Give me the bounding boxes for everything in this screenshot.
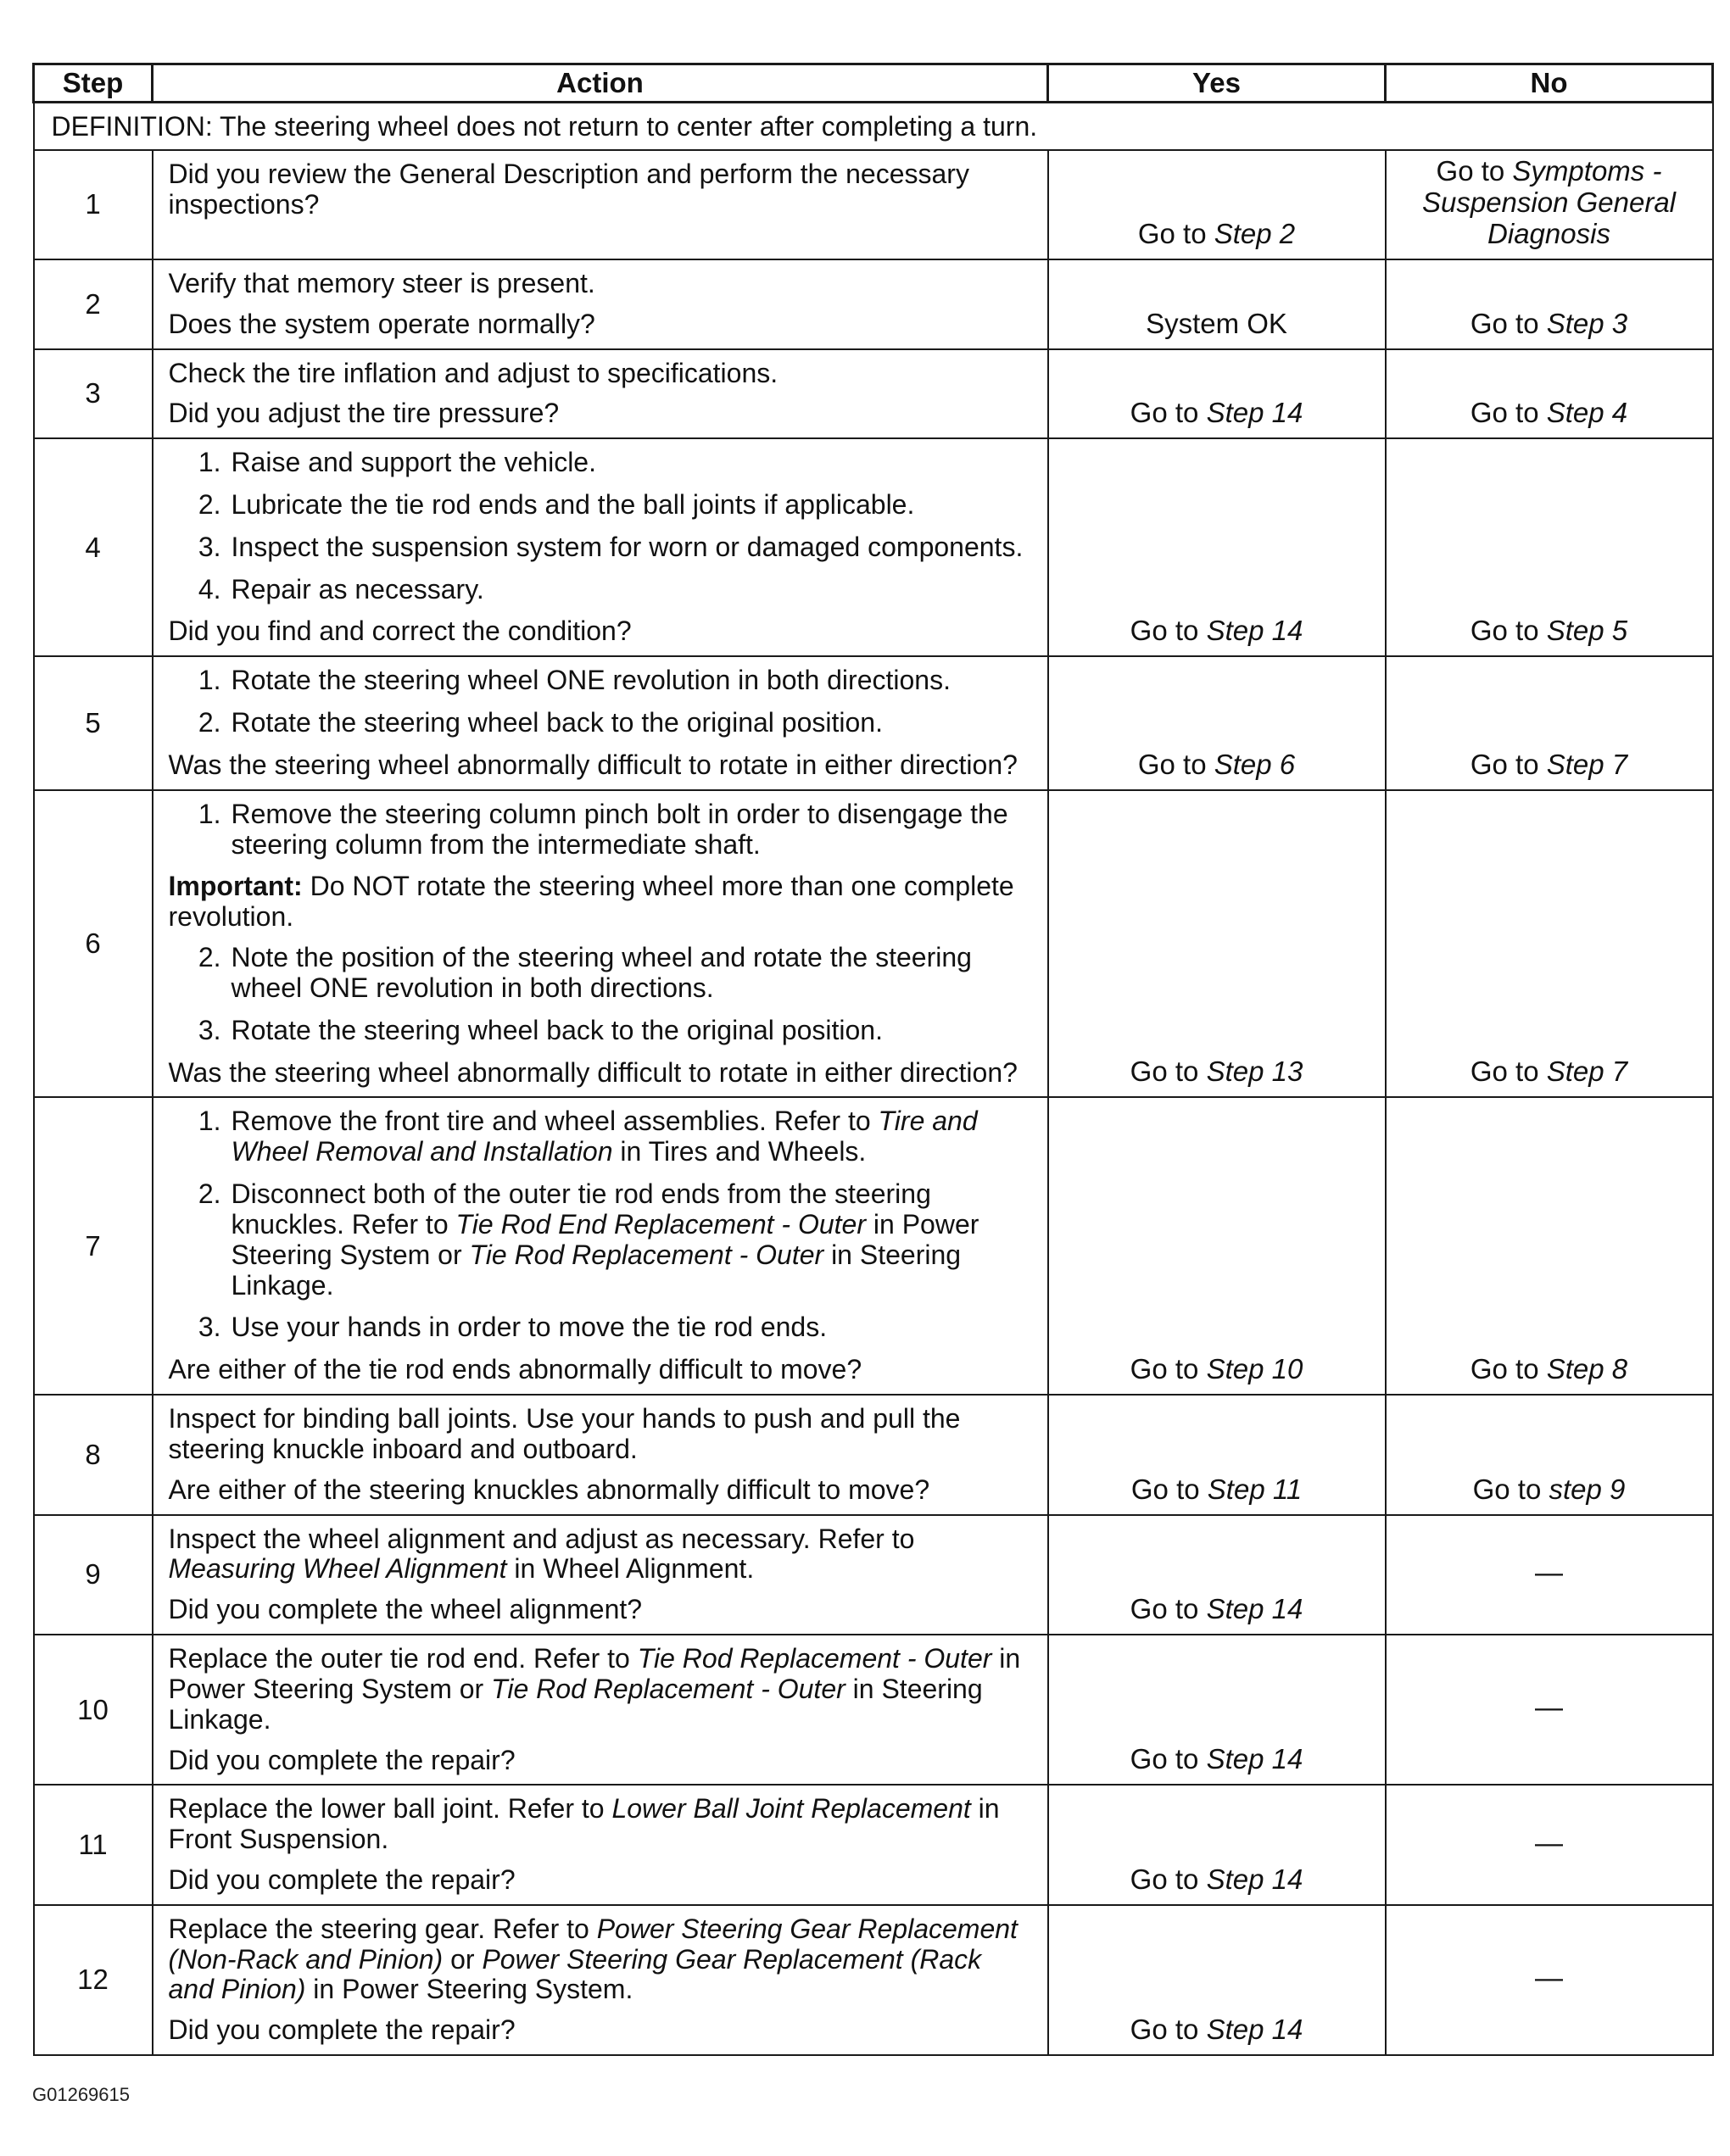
text-run: Go to <box>1130 615 1207 647</box>
no-result <box>1386 1395 1713 1514</box>
text-run: Remove the steering column pinch bolt in order to disengage the steering column from the intermediate shaft. <box>231 798 1008 860</box>
no-result <box>1386 1515 1713 1635</box>
yes-result <box>1048 1395 1386 1514</box>
action-question <box>169 1355 1032 1385</box>
text-run: Disconnect both of the outer tie rod ends from the steering knuckles. Refer to <box>231 1178 931 1240</box>
action-list-item <box>169 532 1032 563</box>
header-row <box>34 64 1713 103</box>
action-question <box>169 1475 1032 1506</box>
action-cell <box>153 1515 1048 1635</box>
yes-result <box>1048 1515 1386 1635</box>
list-text <box>232 666 1032 696</box>
text-run: Go to <box>1436 155 1513 187</box>
reference-text: Step 2 <box>1214 217 1296 249</box>
step-row <box>34 1905 1713 2055</box>
text-run: Do NOT rotate the steering wheel more than one complete revolution. <box>168 871 1014 933</box>
text-run: Go to <box>1470 1056 1547 1088</box>
text-run: Did you complete the repair? <box>168 2014 516 2046</box>
reference-text: Tie Rod Replacement - Outer <box>491 1673 845 1704</box>
reference-text: Step 13 <box>1206 1056 1303 1088</box>
action-list-item <box>169 799 1032 861</box>
reference-text: Step 14 <box>1206 397 1303 429</box>
action-list-item <box>169 575 1032 605</box>
text-run: Did you review the General Description and perform the necessary inspections? <box>168 159 969 220</box>
reference-text: Step 14 <box>1206 2014 1303 2046</box>
header-action: Action <box>153 64 1048 103</box>
action-paragraph <box>169 1404 1032 1465</box>
text-run: Go to <box>1137 217 1214 249</box>
text-run: Was the steering wheel abnormally difficult to rotate in either direction? <box>168 749 1018 780</box>
list-number: 3. <box>198 531 221 562</box>
list-number: 3. <box>198 1312 221 1343</box>
text-run: Go to <box>1130 1473 1208 1505</box>
text-run: Go to <box>1470 1353 1547 1385</box>
text-run: Go to <box>1470 397 1547 429</box>
list-text <box>232 799 1032 861</box>
step-row <box>34 150 1713 259</box>
action-paragraph <box>169 159 1032 220</box>
reference-text: Tire and Wheel Removal and Installation <box>231 1106 978 1167</box>
yes-result <box>1048 790 1386 1098</box>
action-cell <box>153 1905 1048 2055</box>
reference-text: Step 7 <box>1546 1056 1628 1088</box>
action-paragraph <box>169 359 1032 389</box>
no-result <box>1386 1905 1713 2055</box>
no-result <box>1386 438 1713 656</box>
yes-result <box>1048 1635 1386 1785</box>
no-result <box>1386 656 1713 789</box>
step-row <box>34 1785 1713 1904</box>
text-run: Replace the steering gear. Refer to <box>168 1913 597 1944</box>
text-run: Go to <box>1470 615 1547 647</box>
action-paragraph <box>169 1524 1032 1585</box>
step-number: 5 <box>34 656 153 789</box>
action-paragraph <box>169 1644 1032 1735</box>
no-result <box>1386 1785 1713 1904</box>
step-number: 9 <box>34 1515 153 1635</box>
list-text <box>232 575 1032 605</box>
header-yes: Yes <box>1048 64 1386 103</box>
text-run: Go to <box>1472 1473 1549 1505</box>
text-run: Replace the outer tie rod end. Refer to <box>168 1643 638 1674</box>
yes-result <box>1048 1785 1386 1904</box>
text-run: Raise and support the vehicle. <box>231 447 596 478</box>
step-number: 8 <box>34 1395 153 1514</box>
list-number: 2. <box>198 1178 221 1210</box>
text-run: Was the steering wheel abnormally difficult to rotate in either direction? <box>168 1056 1018 1088</box>
action-question <box>169 616 1032 647</box>
reference-text: Step 10 <box>1206 1353 1303 1385</box>
action-question <box>169 309 1032 340</box>
action-list-item <box>169 1312 1032 1343</box>
action-question <box>169 1746 1032 1776</box>
no-result <box>1386 259 1713 349</box>
list-number: 2. <box>198 707 221 738</box>
step-row <box>34 349 1713 439</box>
table-body <box>34 103 1713 2056</box>
yes-result <box>1048 438 1386 656</box>
text-run: Repair as necessary. <box>231 573 484 604</box>
action-cell <box>153 349 1048 439</box>
action-list-item <box>169 943 1032 1004</box>
action-cell <box>153 1395 1048 1514</box>
action-cell <box>153 259 1048 349</box>
no-result <box>1386 349 1713 439</box>
text-run: in Power Steering System. <box>305 1974 633 2005</box>
text-run: — <box>1535 1826 1563 1858</box>
list-number: 1. <box>198 798 221 829</box>
action-cell <box>153 1097 1048 1395</box>
step-number: 3 <box>34 349 153 439</box>
action-cell <box>153 790 1048 1098</box>
step-number: 12 <box>34 1905 153 2055</box>
action-paragraph <box>169 269 1032 299</box>
action-paragraph <box>169 1794 1032 1855</box>
figure-id: G01269615 <box>32 2084 130 2105</box>
reference-text: Step 14 <box>1206 1593 1303 1625</box>
step-row <box>34 1395 1713 1514</box>
text-run: — <box>1535 1691 1563 1724</box>
text-run: in Power Steering System or <box>168 1643 1021 1704</box>
reference-text: Power Steering Gear Replacement (Non-Rack and Pinion) <box>168 1913 1018 1975</box>
text-run: in Tires and Wheels. <box>612 1136 867 1167</box>
list-number: 1. <box>198 447 221 478</box>
text-run: Go to <box>1470 748 1547 780</box>
reference-text: Step 3 <box>1546 307 1628 339</box>
yes-result <box>1048 259 1386 349</box>
step-row <box>34 1097 1713 1395</box>
text-run: Did you adjust the tire pressure? <box>168 398 560 429</box>
step-row <box>34 438 1713 656</box>
text-run: Go to <box>1130 1353 1207 1385</box>
step-number: 1 <box>34 150 153 259</box>
reference-text: Step 14 <box>1206 1863 1303 1895</box>
text-run: Rotate the steering wheel ONE revolution in both directions. <box>231 665 951 696</box>
text-run: Inspect the wheel alignment and adjust as necessary. Refer to <box>168 1523 915 1554</box>
action-list-item <box>169 1179 1032 1301</box>
list-number: 1. <box>198 665 221 696</box>
reference-text: Step 14 <box>1206 615 1303 647</box>
text-run: Go to <box>1470 307 1547 339</box>
definition-text: DEFINITION: The steering wheel does not return to center after completing a turn. <box>34 103 1713 151</box>
text-run: Did you complete the wheel alignment? <box>168 1594 643 1625</box>
text-run: in Power Steering System or <box>231 1208 979 1270</box>
text-run: Verify that memory steer is present. <box>168 267 595 298</box>
action-question <box>169 1058 1032 1089</box>
reference-text: Tie Rod End Replacement - Outer <box>455 1208 866 1240</box>
text-run: Remove the front tire and wheel assemblies. Refer to <box>231 1106 879 1137</box>
text-run: Rotate the steering wheel back to the original position. <box>231 707 883 738</box>
text-run: Note the position of the steering wheel and rotate the steering wheel ONE revolution in both directions. <box>231 942 972 1003</box>
yes-result <box>1048 150 1386 259</box>
text-run: — <box>1535 1556 1563 1588</box>
list-number: 2. <box>198 942 221 973</box>
text-run: Lubricate the tie rod ends and the ball joints if applicable. <box>231 489 915 520</box>
reference-text: Step 6 <box>1214 748 1296 780</box>
text-run: Go to <box>1130 1863 1207 1895</box>
text-run: Are either of the tie rod ends abnormally difficult to move? <box>168 1354 862 1385</box>
text-run: Did you find and correct the condition? <box>168 616 632 647</box>
text-run: Go to <box>1130 1743 1207 1775</box>
text-run: Go to <box>1130 1056 1207 1088</box>
list-number: 3. <box>198 1014 221 1045</box>
definition-row <box>34 103 1713 151</box>
text-run: Inspect the suspension system for worn or damaged components. <box>231 531 1024 562</box>
step-number: 10 <box>34 1635 153 1785</box>
action-paragraph <box>169 1914 1032 2005</box>
text-run: Check the tire inflation and adjust to specifications. <box>168 357 778 388</box>
text-run: Go to <box>1130 1593 1207 1625</box>
step-number: 7 <box>34 1097 153 1395</box>
reference-text: Step 5 <box>1546 615 1628 647</box>
action-cell <box>153 1635 1048 1785</box>
list-text <box>232 532 1032 563</box>
action-question <box>169 750 1032 781</box>
text-run: Did you complete the repair? <box>168 1744 516 1775</box>
action-question <box>169 398 1032 429</box>
text-run: — <box>1535 1961 1563 1993</box>
list-number: 2. <box>198 489 221 520</box>
list-text <box>232 1016 1032 1046</box>
reference-text: Step 7 <box>1546 748 1628 780</box>
action-question <box>169 1595 1032 1625</box>
reference-text: step 9 <box>1549 1473 1626 1505</box>
text-run: Go to <box>1137 748 1214 780</box>
reference-text: Tie Rod Replacement - Outer <box>469 1239 824 1270</box>
step-row <box>34 1635 1713 1785</box>
list-number: 1. <box>198 1106 221 1137</box>
text-run: Use your hands in order to move the tie rod ends. <box>231 1312 828 1343</box>
step-number: 6 <box>34 790 153 1098</box>
reference-text: Tie Rod Replacement - Outer <box>637 1643 992 1674</box>
header-no: No <box>1386 64 1713 103</box>
reference-text: Power Steering Gear Replacement (Rack and Pinion) <box>168 1943 982 2005</box>
text-run: Replace the lower ball joint. Refer to <box>168 1793 612 1825</box>
action-cell <box>153 150 1048 259</box>
list-text <box>232 1179 1032 1301</box>
action-list-item <box>169 1016 1032 1046</box>
reference-text: Measuring Wheel Alignment <box>168 1553 507 1585</box>
step-number: 4 <box>34 438 153 656</box>
action-question <box>169 1865 1032 1896</box>
yes-result <box>1048 1905 1386 2055</box>
text-run: Are either of the steering knuckles abnormally difficult to move? <box>168 1474 930 1505</box>
text-run: Rotate the steering wheel back to the original position. <box>231 1014 883 1045</box>
text-run: in Steering Linkage. <box>231 1239 962 1301</box>
step-row <box>34 656 1713 789</box>
yes-result <box>1048 349 1386 439</box>
text-run: Does the system operate normally? <box>168 308 595 339</box>
action-list-item <box>169 448 1032 478</box>
reference-text: Step 4 <box>1546 397 1628 429</box>
text-run: or <box>443 1943 483 1975</box>
reference-text: Step 14 <box>1206 1743 1303 1775</box>
diagnostic-table <box>32 63 1714 2056</box>
list-number: 4. <box>198 573 221 604</box>
reference-text: Lower Ball Joint Replacement <box>611 1793 971 1825</box>
no-result <box>1386 790 1713 1098</box>
list-text <box>232 448 1032 478</box>
step-number: 11 <box>34 1785 153 1904</box>
list-text <box>232 1312 1032 1343</box>
no-result <box>1386 1097 1713 1395</box>
action-list-item <box>169 708 1032 738</box>
action-list-item <box>169 1106 1032 1167</box>
action-question <box>169 2015 1032 2046</box>
yes-result <box>1048 656 1386 789</box>
text-run: Go to <box>1130 397 1207 429</box>
action-cell <box>153 1785 1048 1904</box>
list-text <box>232 490 1032 521</box>
reference-text: Step 8 <box>1546 1353 1628 1385</box>
text-run: Inspect for binding ball joints. Use your hands to push and pull the steering knuckle inboard and outboard. <box>168 1403 961 1464</box>
text-run: in Front Suspension. <box>168 1793 1000 1855</box>
no-result <box>1386 150 1713 259</box>
list-text <box>232 708 1032 738</box>
step-number: 2 <box>34 259 153 349</box>
action-cell <box>153 438 1048 656</box>
action-list-item <box>169 666 1032 696</box>
step-row <box>34 259 1713 349</box>
no-result <box>1386 1635 1713 1785</box>
reference-text: Step 11 <box>1207 1473 1303 1505</box>
list-text <box>232 1106 1032 1167</box>
text-run: System OK <box>1146 307 1287 339</box>
text-run: Did you complete the repair? <box>168 1864 516 1895</box>
header-step: Step <box>34 64 153 103</box>
action-list-item <box>169 490 1032 521</box>
text-run: in Steering Linkage. <box>168 1673 983 1735</box>
emphasis-text: Important: <box>168 871 303 902</box>
step-row <box>34 790 1713 1098</box>
reference-text: Symptoms - Suspension General Diagnosis <box>1421 155 1677 249</box>
text-run: in Wheel Alignment. <box>506 1553 755 1585</box>
text-run: Go to <box>1130 2014 1207 2046</box>
yes-result <box>1048 1097 1386 1395</box>
step-row <box>34 1515 1713 1635</box>
action-cell <box>153 656 1048 789</box>
list-text <box>232 943 1032 1004</box>
action-paragraph <box>169 872 1032 933</box>
